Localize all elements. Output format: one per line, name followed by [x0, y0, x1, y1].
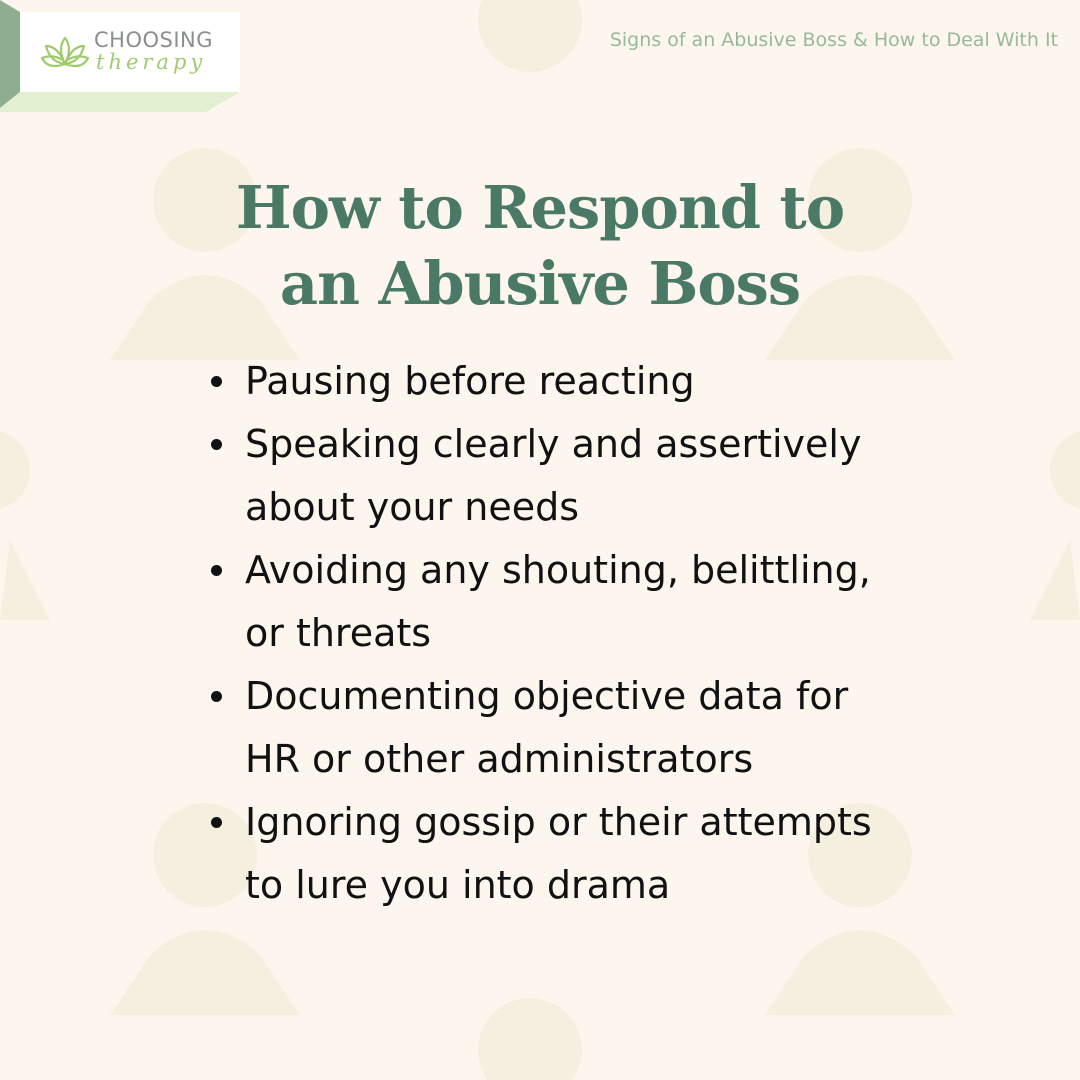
list-item: Documenting objective data for HR or other administrators: [245, 665, 905, 791]
logo-wordmark: CHOOSING: [94, 28, 214, 52]
logo: [0, 0, 240, 112]
list-item: Ignoring gossip or their attempts to lure you into drama: [245, 791, 905, 917]
page-title: [0, 170, 1080, 322]
page-title-line-2: an Abusive Boss: [279, 249, 801, 318]
logo-card: [20, 12, 240, 92]
list-item: Speaking clearly and assertively about your needs: [245, 413, 905, 539]
response-list: [245, 350, 965, 917]
list-item: Pausing before reacting: [245, 350, 905, 413]
lotus-icon: [40, 30, 90, 72]
logo-script: therapy: [96, 50, 207, 74]
header-title: Signs of an Abusive Boss & How to Deal With It: [609, 29, 1058, 51]
list-item: Avoiding any shouting, belittling, or threats: [245, 539, 905, 665]
page-title-line-1: How to Respond to: [235, 173, 845, 242]
